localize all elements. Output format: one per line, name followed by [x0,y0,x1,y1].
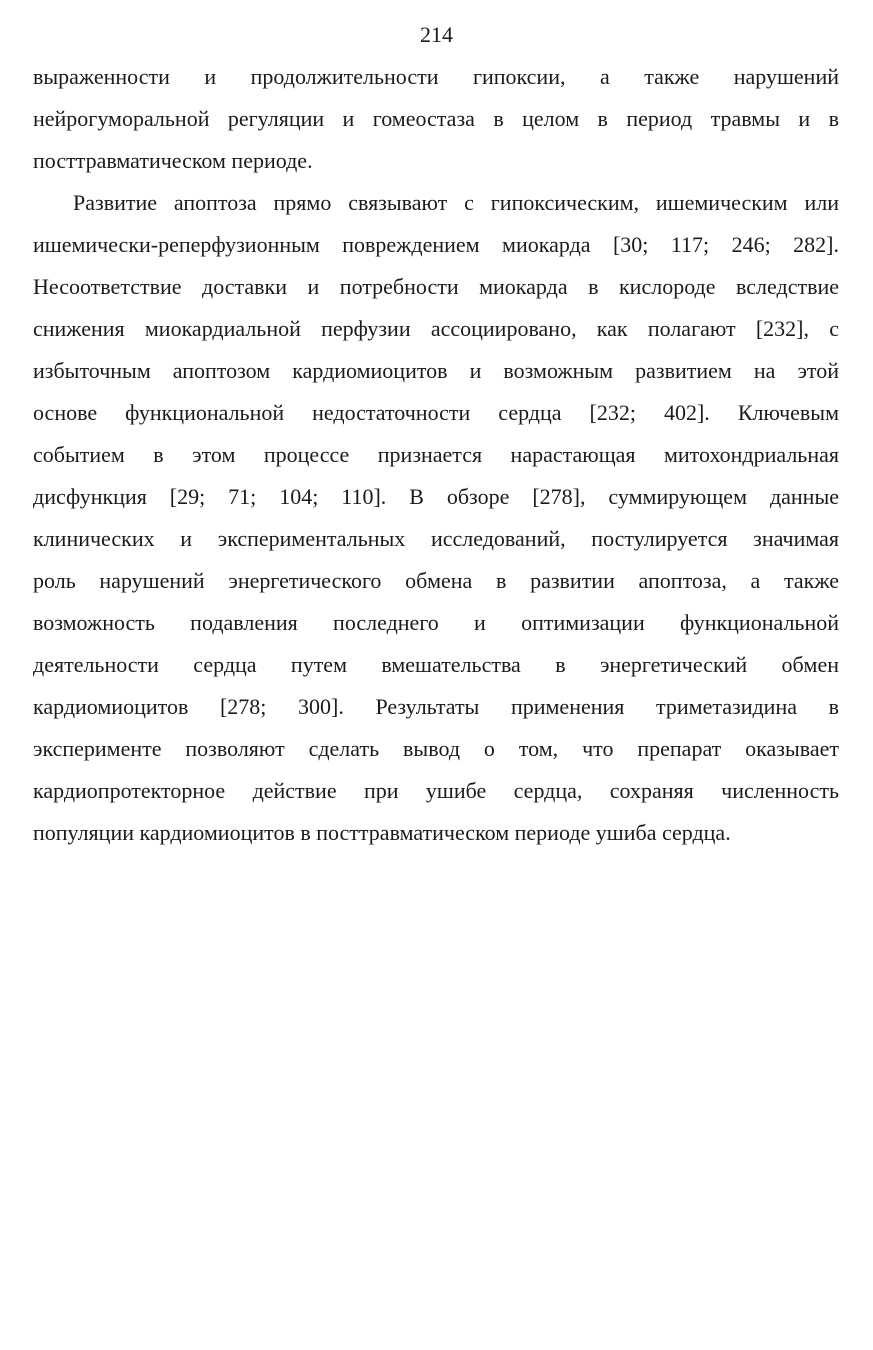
text-line: основе функциональной недостаточности сердца [232; 402]. Ключевым [33,400,839,425]
text-line: деятельности сердца путем вмешательства в энергетический обмен [33,652,839,677]
text-line: роль нарушений энергетического обмена в развитии апоптоза, а также [33,568,839,593]
text-line: возможность подавления последнего и оптимизации функциональной [33,610,839,635]
text-line: кардиомиоцитов [278; 300]. Результаты применения триметазидина в [33,694,839,719]
text-line: популяции кардиомиоцитов в посттравматическом периоде ушиба сердца. [33,820,731,845]
page-number: 214 [420,22,453,47]
text-line: кардиопротекторное действие при ушибе сердца, сохраняя численность [33,778,839,803]
text-line: эксперименте позволяют сделать вывод о том, что препарат оказывает [33,736,839,761]
text-line: посттравматическом периоде. [33,148,313,173]
text-line: нейрогуморальной регуляции и гомеостаза в целом в период травмы и в [33,106,839,131]
body-text [33,56,839,854]
text-line: избыточным апоптозом кардиомиоцитов и возможным развитием на этой [33,358,839,383]
text-line: снижения миокардиальной перфузии ассоциировано, как полагают [232], с [33,316,839,341]
text-line: дисфункция [29; 71; 104; 110]. В обзоре [278], суммирующем данные [33,484,839,509]
text-line: событием в этом процессе признается нарастающая митохондриальная [33,442,839,467]
text-line: ишемически-реперфузионным повреждением миокарда [30; 117; 246; 282]. [33,232,839,257]
text-line: Несоответствие доставки и потребности миокарда в кислороде вследствие [33,274,839,299]
text-line: Развитие апоптоза прямо связывают с гипоксическим, ишемическим или [73,190,839,215]
text-line: выраженности и продолжительности гипоксии, а также нарушений [33,64,839,89]
text-line: клинических и экспериментальных исследований, постулируется значимая [33,526,839,551]
